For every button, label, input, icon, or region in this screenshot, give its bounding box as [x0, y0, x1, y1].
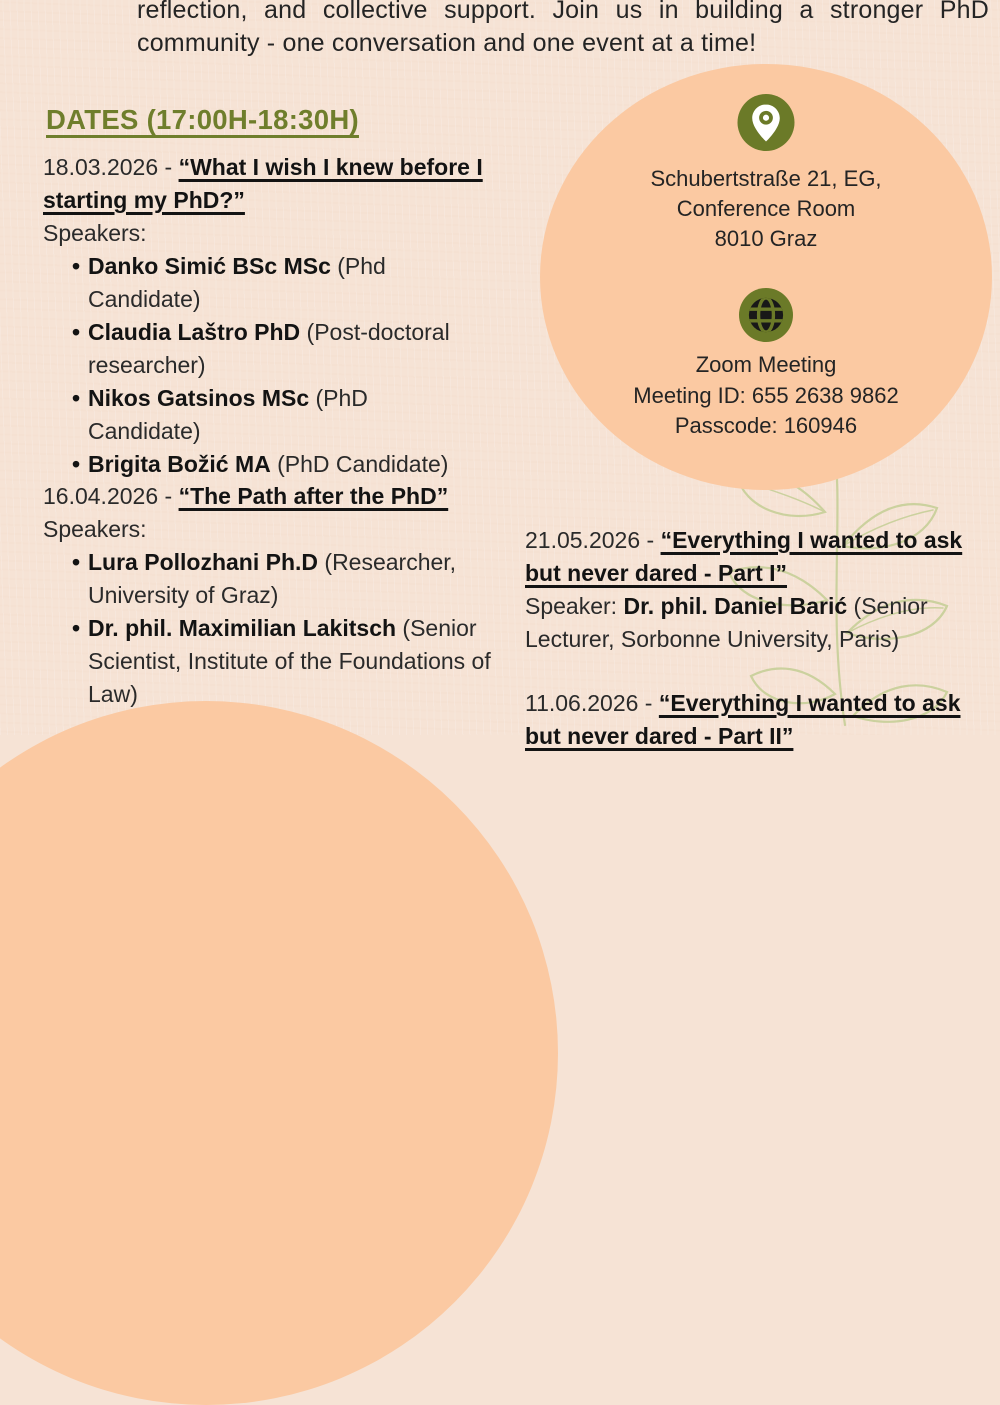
event-title: “Everything I wanted to ask but never dared - Part II”	[525, 690, 961, 749]
speaker-item	[88, 448, 458, 481]
speaker-name: Dr. phil. Daniel Barić	[623, 593, 848, 619]
speaker-name: Nikos Gatsinos MSc	[88, 385, 310, 411]
address-line: 8010 Graz	[714, 226, 818, 251]
speaker-name: Claudia Laštro PhD	[88, 319, 301, 345]
location-pin-icon	[738, 94, 795, 151]
speaker-name: Danko Simić BSc MSc	[88, 253, 331, 279]
speaker-name: Dr. phil. Maximilian Lakitsch	[88, 615, 397, 641]
address-line: Schubertstraße 21, EG,	[650, 166, 882, 191]
speaker-role: (Senior Scientist, Institute of the Foundations of Law)	[88, 615, 491, 707]
event-block-2	[43, 480, 543, 711]
event-title: “What I wish I knew before I starting my PhD?”	[43, 154, 483, 213]
speaker-role: (Post-doctoral researcher)	[88, 319, 450, 378]
speaker-item	[88, 316, 458, 382]
event-date: 16.04.2026 -	[43, 483, 179, 509]
event-head	[525, 687, 965, 753]
online-meeting-info	[540, 350, 992, 442]
speaker-item	[88, 612, 510, 711]
globe-icon	[739, 288, 793, 342]
speaker-name: Lura Pollozhani Ph.D	[88, 549, 319, 575]
speaker-item	[88, 382, 458, 448]
dates-heading: DATES (17:00H-18:30H)	[46, 104, 359, 135]
speakers-label: Speakers:	[43, 516, 147, 542]
venue-circle	[540, 64, 992, 490]
event-block-1	[43, 151, 513, 481]
speaker-role: (PhD Candidate)	[88, 385, 368, 444]
bottom-decorative-circle	[0, 701, 558, 1405]
event-date: 11.06.2026 -	[525, 690, 659, 716]
speaker-label: Speaker:	[525, 593, 624, 619]
speaker-role: (PhD Candidate)	[270, 451, 449, 477]
venue-address	[540, 164, 992, 254]
online-line: Meeting ID: 655 2638 9862	[633, 382, 899, 408]
speaker-name: Brigita Božić MA	[88, 451, 271, 477]
event-head	[43, 480, 543, 513]
online-line: Passcode: 160946	[674, 413, 858, 438]
address-line: Conference Room	[676, 196, 856, 221]
speakers-list	[43, 546, 510, 711]
event-head	[43, 151, 513, 217]
event-head	[525, 524, 965, 590]
speaker-item	[88, 546, 510, 612]
speaker-item	[88, 250, 458, 316]
event-date: 18.03.2026 -	[43, 154, 179, 180]
speaker-line	[525, 590, 965, 656]
event-block-3	[525, 524, 965, 656]
event-title: “Everything I wanted to ask but never dared - Part I”	[525, 527, 963, 586]
online-line: Zoom Meeting	[695, 352, 837, 377]
speakers-label: Speakers:	[43, 220, 147, 246]
speaker-role: (Researcher, University of Graz)	[88, 549, 457, 608]
intro-text: reflection, and collective support. Join us in building a stronger PhD community - one conversation and one event at a time!	[137, 0, 989, 57]
speaker-role: (Phd Candidate)	[88, 253, 386, 312]
event-title: “The Path after the PhD”	[178, 483, 449, 509]
speakers-list	[43, 250, 458, 481]
event-date: 21.05.2026 -	[525, 527, 661, 553]
speaker-role: (Senior Lecturer, Sorbonne University, Paris)	[525, 593, 928, 652]
event-block-4	[525, 687, 965, 753]
